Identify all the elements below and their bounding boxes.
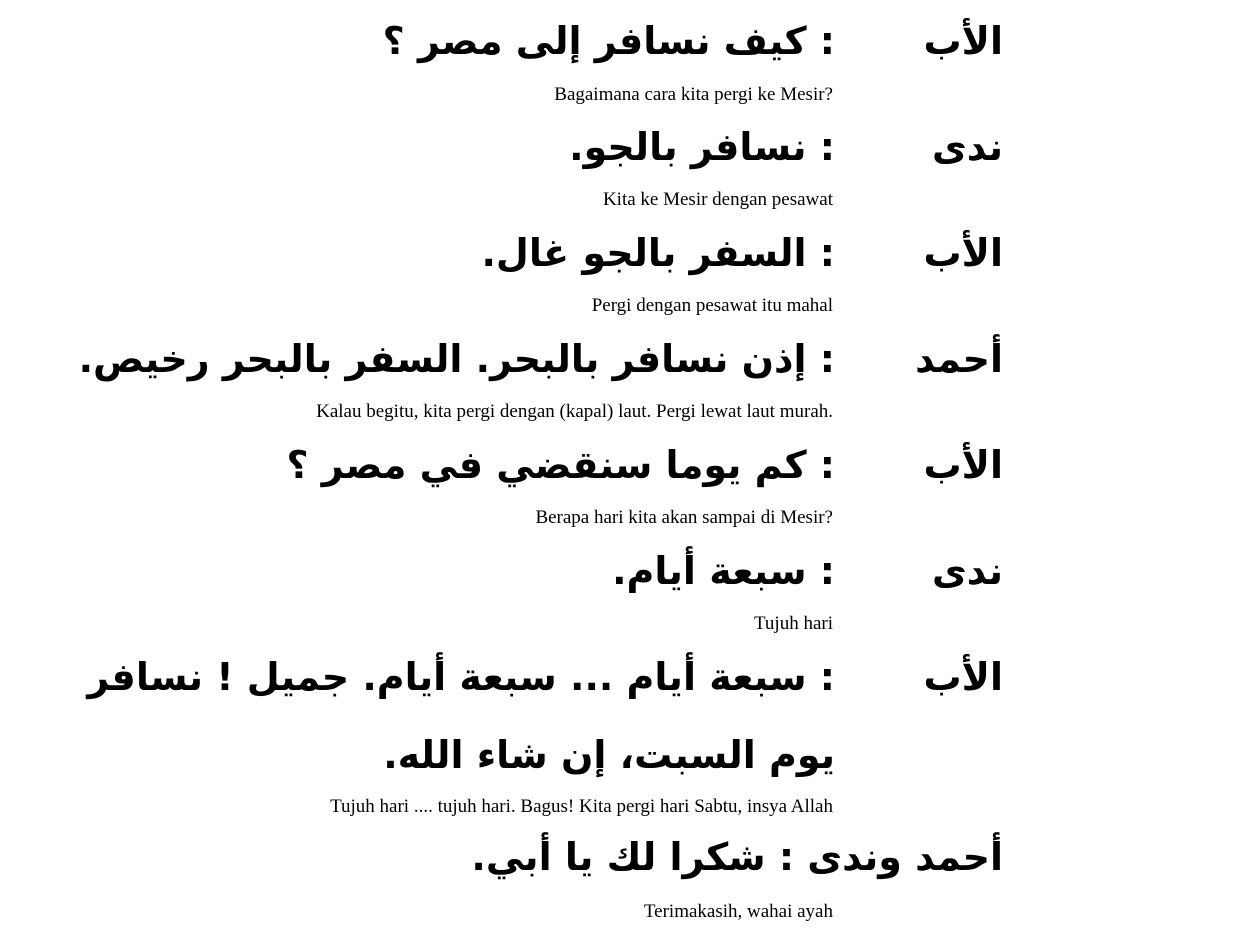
- arabic-utterance: : نسافر بالجو.: [569, 125, 835, 169]
- arabic-utterance-combined: أحمد وندى : شكرا لك يا أبي.: [471, 835, 1003, 879]
- speaker-name: أحمد: [915, 337, 1003, 381]
- translation-text: Pergi dengan pesawat itu mahal: [591, 295, 833, 316]
- speaker-name: ندى: [931, 549, 1003, 593]
- speaker-name: الأب: [923, 443, 1003, 487]
- translation-text: Kita ke Mesir dengan pesawat: [602, 189, 833, 210]
- arabic-utterance: : سبعة أيام ... سبعة أيام. جميل ! نسافر: [87, 655, 835, 699]
- speaker-name: الأب: [923, 655, 1003, 699]
- translation-text: Terimakasih, wahai ayah: [643, 901, 833, 922]
- speaker-name: الأب: [923, 231, 1003, 275]
- speaker-name: الأب: [923, 19, 1003, 63]
- speaker-name: ندى: [931, 125, 1003, 169]
- translation-text: Berapa hari kita akan sampai di Mesir?: [535, 507, 833, 528]
- translation-text: Tujuh hari .... tujuh hari. Bagus! Kita pergi hari Sabtu, insya Allah: [330, 796, 833, 817]
- arabic-utterance: : كم يوما سنقضي في مصر ؟: [286, 443, 835, 487]
- arabic-utterance: : سبعة أيام.: [612, 549, 835, 593]
- translation-text: Bagaimana cara kita pergi ke Mesir?: [554, 84, 833, 105]
- arabic-utterance: : كيف نسافر إلى مصر ؟: [382, 19, 835, 63]
- translation-text: Tujuh hari: [753, 613, 833, 634]
- arabic-utterance: : السفر بالجو غال.: [481, 231, 835, 275]
- arabic-utterance: : إذن نسافر بالبحر. السفر بالبحر رخيص.: [78, 337, 835, 381]
- translation-text: Kalau begitu, kita pergi dengan (kapal) laut. Pergi lewat laut murah.: [316, 401, 833, 422]
- arabic-utterance-continuation: يوم السبت، إن شاء الله.: [383, 733, 835, 777]
